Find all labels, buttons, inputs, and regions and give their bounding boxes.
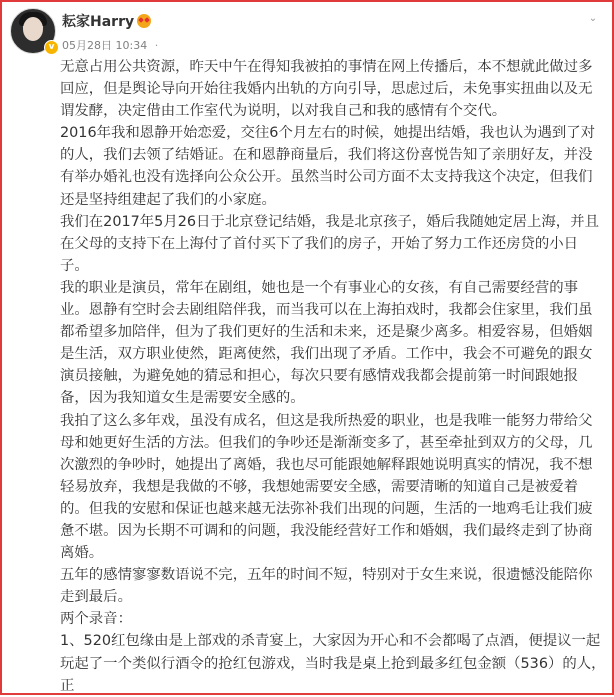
verified-badge-icon: v: [44, 40, 59, 55]
post-header: [10, 8, 600, 58]
avatar-face: [23, 17, 43, 41]
heart-eyes-emoji-icon: [137, 14, 151, 28]
paragraph-7: 两个录音：: [60, 611, 132, 628]
paragraph-1: 无意占用公共资源，昨天中午在得知我被拍的事情在网上传播后，本不想就此做过多回应，但是舆论导向开始往我婚内出轨的方向引导，思虑过后，未免事实扭曲以及无谓发酵，决定借由工作室代为说明，以对我自己和我的感情有个交代。: [60, 59, 593, 120]
post-content: [60, 56, 606, 697]
username[interactable]: 耘家Harry: [62, 14, 135, 30]
post-source-separator: ·: [154, 39, 159, 52]
more-chevron-icon[interactable]: ⌄: [588, 13, 598, 24]
paragraph-6: 五年的感情寥寥数语说不完，五年的时间不短，特别对于女生来说，很遗憾没能陪你走到最后。: [60, 567, 593, 606]
paragraph-4: 我的职业是演员，常年在剧组，她也是一个有事业心的女孩，有自己需要经营的事业。恩静有空时会去剧组陪伴我，而当我可以在上海拍戏时，我都会住家里，我们虽都希望多加陪伴，但为了我们更好的生活和未来，还是聚少离多。相爱容易，但婚姻是生活，双方职业使然，距离使然，我们出现了矛盾。工作中，我会不可避免的跟女演员接触，为避免她的猜忌和担心，每次只要有感情戏我都会提前第一时间跟她报备，因为我知道女生是需要安全感的。: [60, 279, 593, 407]
paragraph-5: 我拍了这么多年戏，虽没有成名，但这是我所热爱的职业，也是我唯一能努力带给父母和她更好生活的方法。但我们的争吵还是渐渐变多了，甚至牵扯到双方的父母，几次激烈的争吵时，她提出了离婚，我也尽可能跟她解释跟她说明真实的情况，我不想轻易放弃，我想是我做的不够，我想她需要安全感，需要清晰的知道自己是被爱着的。但我的安慰和保证也越来越无法弥补我们出现的问题，生活的一地鸡毛让我们疲惫不堪。因为长期不可调和的问题，我没能经营好工作和婚姻，我们最终走到了协商离婚。: [60, 412, 593, 562]
paragraph-2: 2016年我和恩静开始恋爱，交往6个月左右的时候，她提出结婚，我也认为遇到了对的人，我们去领了结婚证。在和恩静商量后，我们将这份喜悦告知了亲朋好友，并没有举办婚礼也没有选择向公众公开。虽然当时公司方面不太支持我这个决定，但我们还是坚持组建起了我们的小家庭。: [60, 125, 596, 208]
username-row: [62, 11, 151, 31]
paragraph-8: 1、520红包缘由是上部戏的杀青宴上，大家因为开心和不会都喝了点酒，便提议一起玩起了一个类似行酒令的抢红包游戏，当时我是桌上抢到最多红包金额（536）的人，正: [60, 633, 606, 694]
paragraph-3: 我们在2017年5月26日于北京登记结婚，我是北京孩子，婚后我随她定居上海，并且在父母的支持下在上海付了首付买下了我们的房子，开始了努力工作还房贷的小日子。: [60, 213, 599, 274]
post-date[interactable]: 05月28日 10:34: [62, 39, 148, 52]
post-meta: [62, 37, 158, 53]
